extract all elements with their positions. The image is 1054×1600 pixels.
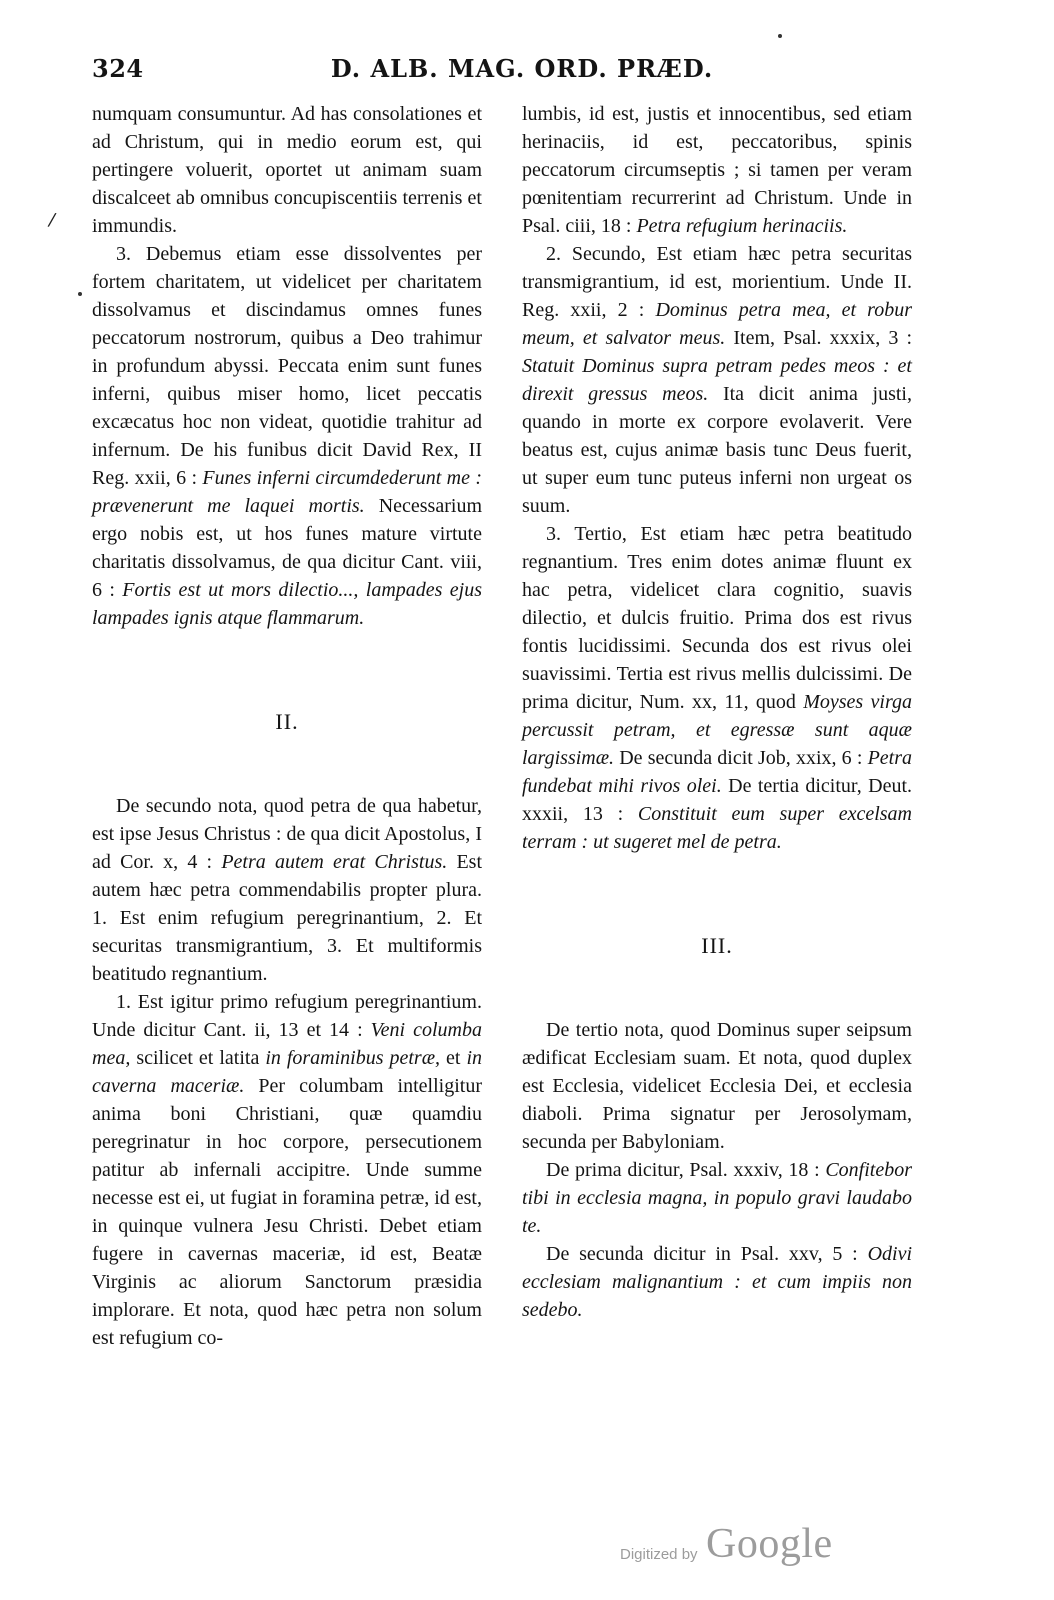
quotation: Statuit Dominus supra petram pedes meos : et direxit gressus meos. — [522, 355, 912, 405]
text-run: De prima dicitur, Psal. xxxiv, 18 : — [546, 1159, 820, 1181]
paragraph — [522, 1156, 912, 1240]
text-run: scilicet et latita — [136, 1047, 260, 1069]
quotation: in caverna maceriæ. — [92, 1047, 483, 1097]
text-run: lumbis, id est, justis et innocentibus, sed etiam herinaciis, id est, peccatoribus, spinis peccatorum circumseptis ; si tamen per veram pœnitentiam recurrerint ad Christum. Unde in Psal. ciii, 18 : — [522, 103, 912, 237]
text-run: De tertio nota, quod Dominus super seipsum ædificat Ecclesiam suam. Et nota, quod duplex est Ecclesia, videlicet Ecclesia Dei, et ecclesia diaboli. Prima signatur per Jerosolymam, secunda per Babyloniam. — [522, 1019, 912, 1153]
quotation: Confitebor tibi in ecclesia magna, in populo gravi laudabo te. — [522, 1159, 913, 1237]
quotation: Veni columba mea, — [92, 1019, 482, 1069]
text-run: et — [446, 1047, 461, 1069]
speck-dot — [778, 34, 782, 38]
quotation: Petra fundebat mihi rivos olei. — [522, 747, 913, 797]
quotation: Funes inferni circumdederunt me : prævenerunt me laquei mortis. — [92, 467, 483, 517]
quotation: Petra refugium herinaciis. — [636, 215, 848, 237]
right-column — [522, 100, 912, 1324]
speck-dot — [78, 292, 82, 296]
quotation: Petra autem erat Christus. — [221, 851, 448, 873]
paragraph — [92, 792, 482, 988]
paragraph — [92, 240, 482, 632]
running-head: D. ALB. MAG. ORD. PRÆD. — [330, 54, 714, 83]
text-run: De tertia dicitur, Deut. xxxii, 13 : — [522, 775, 913, 825]
paragraph — [522, 520, 912, 856]
text-run: 1. Est igitur primo refugium peregrinantium. Unde dicitur Cant. ii, 13 et 14 : — [92, 991, 482, 1041]
left-column — [92, 100, 482, 1352]
paragraph — [522, 1240, 912, 1324]
paragraph — [522, 1016, 912, 1156]
text-run: Item, Psal. xxxix, 3 : — [733, 327, 913, 349]
text-run: numquam consumuntur. Ad has consolationes et ad Christum, qui in medio eorum est, qui pertingere voluerit, oportet ut animam suam discalceet ab omnibus concupiscentiis terrenis et immundis. — [92, 103, 482, 237]
paragraph — [522, 100, 912, 240]
page-number: 324 — [92, 54, 144, 83]
text-run: De secunda dicit Job, xxix, 6 : — [619, 747, 863, 769]
page-header — [92, 54, 952, 94]
text-run: De secundo nota, quod petra de qua habetur, est ipse Jesus Christus : de qua dicit Apostolus, I ad Cor. x, 4 : — [92, 795, 482, 873]
text-run: 3. Tertio, Est etiam hæc petra beatitudo regnantium. Tres enim dotes animæ fluunt ex hac petra, videlicet clara cognitio, suavis dilectio, et dulcis fruitio. Prima dos est rivus fontis lucidissimi. Secunda dos est rivus olei suavissimi. Tertia est rivus mellis dulcissimi. De prima dicitur, Num. xx, 11, quod — [522, 523, 912, 713]
quotation: Dominus petra mea, et robur meum, et salvator meus. — [522, 299, 912, 349]
text-run: 2. Secundo, Est etiam hæc petra securitas transmigrantium, id est, morientium. Unde II. Reg. xxii, 2 : — [522, 243, 912, 321]
text-run: De secunda dicitur in Psal. xxv, 5 : — [546, 1243, 858, 1265]
paragraph — [522, 240, 912, 520]
quotation: in foraminibus petræ, — [265, 1047, 441, 1069]
quotation: Odivi ecclesiam malignantium : et cum impiis non sedebo. — [522, 1243, 912, 1321]
text-run: Ita dicit anima justi, quando in morte ex corpore evolaverit. Vere beatus est, cujus animæ basis tunc Deus fuerit, ut super eum tunc puteus inferni non urgeat os suum. — [522, 383, 912, 517]
paragraph — [92, 988, 482, 1352]
text-run: 3. Debemus etiam esse dissolventes per fortem charitatem, ut videlicet per charitatem dissolvamus et discindamus omnes funes peccatorum nostrorum, quibus a Deo trahimur in profundum abyssi. Peccata enim sunt funes inferni, quibus miser homo, licet peccatis excæcatus hoc non videat, quotidie trahitur ad infernum. De his funibus dicit David Rex, II Reg. xxii, 6 : — [92, 243, 482, 489]
text-run: Est autem hæc petra commendabilis propter plura. 1. Est enim refugium peregrinantium, 2. Et securitas transmigrantium, 3. Et multiformis beatitudo regnantium. — [92, 851, 482, 985]
google-logo-text: Google — [706, 1521, 833, 1567]
section-heading: II. — [275, 709, 299, 734]
quotation: Moyses virga percussit petram, et egressæ sunt aquæ largissimæ. — [522, 691, 912, 769]
google-watermark — [620, 1520, 840, 1572]
digitized-by-text: Digitized by — [620, 1546, 698, 1563]
section-heading: III. — [701, 933, 733, 958]
margin-annotation-mark: / — [46, 209, 58, 231]
text-run: Per columbam intelligitur anima boni Christiani, quæ quamdiu peregrinatur in hoc corpore, persecutionem patitur ab infernali accipitre. Unde summe necesse est ei, ut fugiat in foramina petræ, id est, in quinque vulnera Jesu Christi. Debet etiam fugere in cavernas maceriæ, id est, Beatæ Virginis ac aliorum Sanctorum præsidia implorare. Et nota, quod hæc petra non solum est refugium co- — [92, 1075, 482, 1349]
quotation: Fortis est ut mors dilectio..., lampades ejus lampades ignis atque flammarum. — [92, 579, 483, 629]
paragraph — [92, 100, 482, 240]
quotation: Constituit eum super excelsam terram : ut sugeret mel de petra. — [522, 803, 912, 853]
text-run: Necessarium ergo nobis est, ut hos funes mature virtute charitatis dissolvamus, de qua dicitur Cant. viii, 6 : — [92, 495, 482, 601]
